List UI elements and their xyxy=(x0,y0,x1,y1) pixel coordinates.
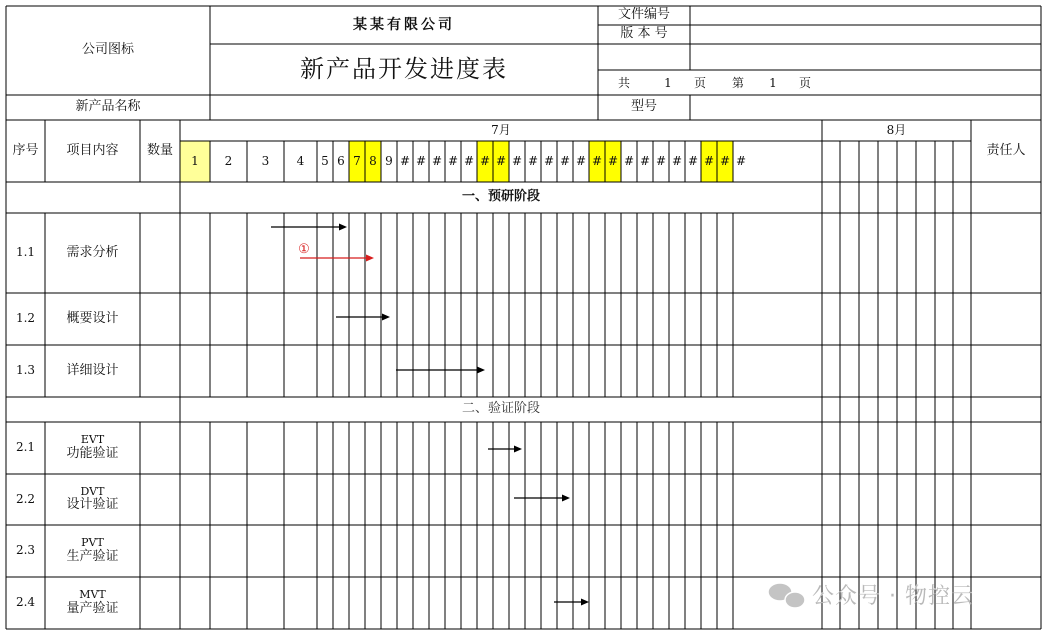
day-label: # xyxy=(639,153,651,168)
day-label: # xyxy=(495,153,507,168)
company-name: 某某有限公司 xyxy=(353,16,455,33)
pages-unit: 页 xyxy=(693,76,706,91)
day-label: # xyxy=(559,153,571,168)
pages-current-prefix: 第 xyxy=(731,76,744,91)
plan-arrow-1-3 xyxy=(396,367,485,374)
task-seq: 2.2 xyxy=(15,491,36,506)
model-label: 型号 xyxy=(630,99,657,115)
company-logo-placeholder: 公司图标 xyxy=(81,42,134,58)
product-name-label: 新产品名称 xyxy=(75,99,141,115)
task-code: PVT xyxy=(81,536,104,550)
actual-marker-1: ① xyxy=(298,241,310,257)
pages-current: 1 xyxy=(769,76,777,91)
version-label: 版 本 号 xyxy=(620,26,668,42)
task-seq: 1.3 xyxy=(15,363,36,378)
task-label: 功能验证 xyxy=(66,445,119,461)
day-label: # xyxy=(447,153,459,168)
day-label: # xyxy=(607,153,619,168)
task-code: MVT xyxy=(79,588,106,602)
day-label: # xyxy=(575,153,587,168)
day-label: 5 xyxy=(321,153,329,168)
day-label: 8 xyxy=(369,153,377,168)
day-label: # xyxy=(655,153,667,168)
day-label: 1 xyxy=(191,153,199,168)
column-header-seq: 序号 xyxy=(12,142,39,158)
day-label: 6 xyxy=(337,153,345,168)
task-label: 需求分析 xyxy=(66,244,119,260)
task-name xyxy=(45,577,140,629)
day-label: 3 xyxy=(261,153,270,168)
task-name xyxy=(45,474,140,525)
task-name xyxy=(45,293,140,345)
plan-arrow-1-1 xyxy=(271,224,347,231)
task-code: DVT xyxy=(80,484,105,498)
day-label: # xyxy=(399,153,411,168)
day-label: # xyxy=(687,153,699,168)
day-label: # xyxy=(463,153,475,168)
day-label: # xyxy=(703,153,715,168)
task-name xyxy=(45,422,140,474)
plan-arrow-1-2 xyxy=(336,314,390,321)
document-title: 新产品开发进度表 xyxy=(300,54,508,83)
month-label-august: 8月 xyxy=(886,122,907,137)
day-label: # xyxy=(511,153,523,168)
pages-total-prefix: 共 xyxy=(617,76,630,91)
month-label-july: 7月 xyxy=(491,122,511,137)
watermark-text: 公众号 · 物控云 xyxy=(812,584,974,609)
section-title-research: 一、预研阶段 xyxy=(461,189,540,205)
task-seq: 2.4 xyxy=(15,595,36,610)
pages-total: 1 xyxy=(664,76,672,91)
plan-arrow-2-4 xyxy=(554,599,589,606)
day-label: 2 xyxy=(224,153,233,168)
day-label: # xyxy=(543,153,555,168)
day-label: # xyxy=(479,153,491,168)
day-label: # xyxy=(527,153,539,168)
day-label: # xyxy=(671,153,683,168)
task-seq: 1.1 xyxy=(15,245,36,260)
task-label: 设计验证 xyxy=(66,497,119,513)
day-label: 4 xyxy=(296,153,305,168)
task-label: 详细设计 xyxy=(66,362,119,378)
pages-unit: 页 xyxy=(798,76,811,91)
task-label: 生产验证 xyxy=(66,548,119,564)
task-seq: 2.1 xyxy=(15,440,36,455)
file-number-label: 文件编号 xyxy=(617,7,670,23)
day-label: # xyxy=(431,153,443,168)
column-header-item: 项目内容 xyxy=(66,142,119,158)
task-seq: 2.3 xyxy=(15,543,36,558)
wechat-icon xyxy=(768,583,805,608)
task-name xyxy=(45,525,140,577)
day-label: 9 xyxy=(385,153,393,168)
day-label: # xyxy=(415,153,427,168)
column-header-owner: 责任人 xyxy=(986,142,1026,158)
task-name xyxy=(45,213,140,293)
day-label: # xyxy=(719,153,731,168)
column-header-qty: 数量 xyxy=(146,142,173,158)
task-label: 概要设计 xyxy=(66,310,119,326)
day-label: # xyxy=(591,153,603,168)
task-code: EVT xyxy=(80,433,105,447)
plan-arrow-2-2 xyxy=(514,495,570,502)
section-title-validation: 二、验证阶段 xyxy=(461,401,540,417)
day-label: # xyxy=(735,153,747,168)
task-seq: 1.2 xyxy=(15,311,36,326)
task-label: 量产验证 xyxy=(66,600,119,616)
day-label: # xyxy=(623,153,635,168)
task-name xyxy=(45,345,140,397)
day-label: 7 xyxy=(353,153,361,168)
